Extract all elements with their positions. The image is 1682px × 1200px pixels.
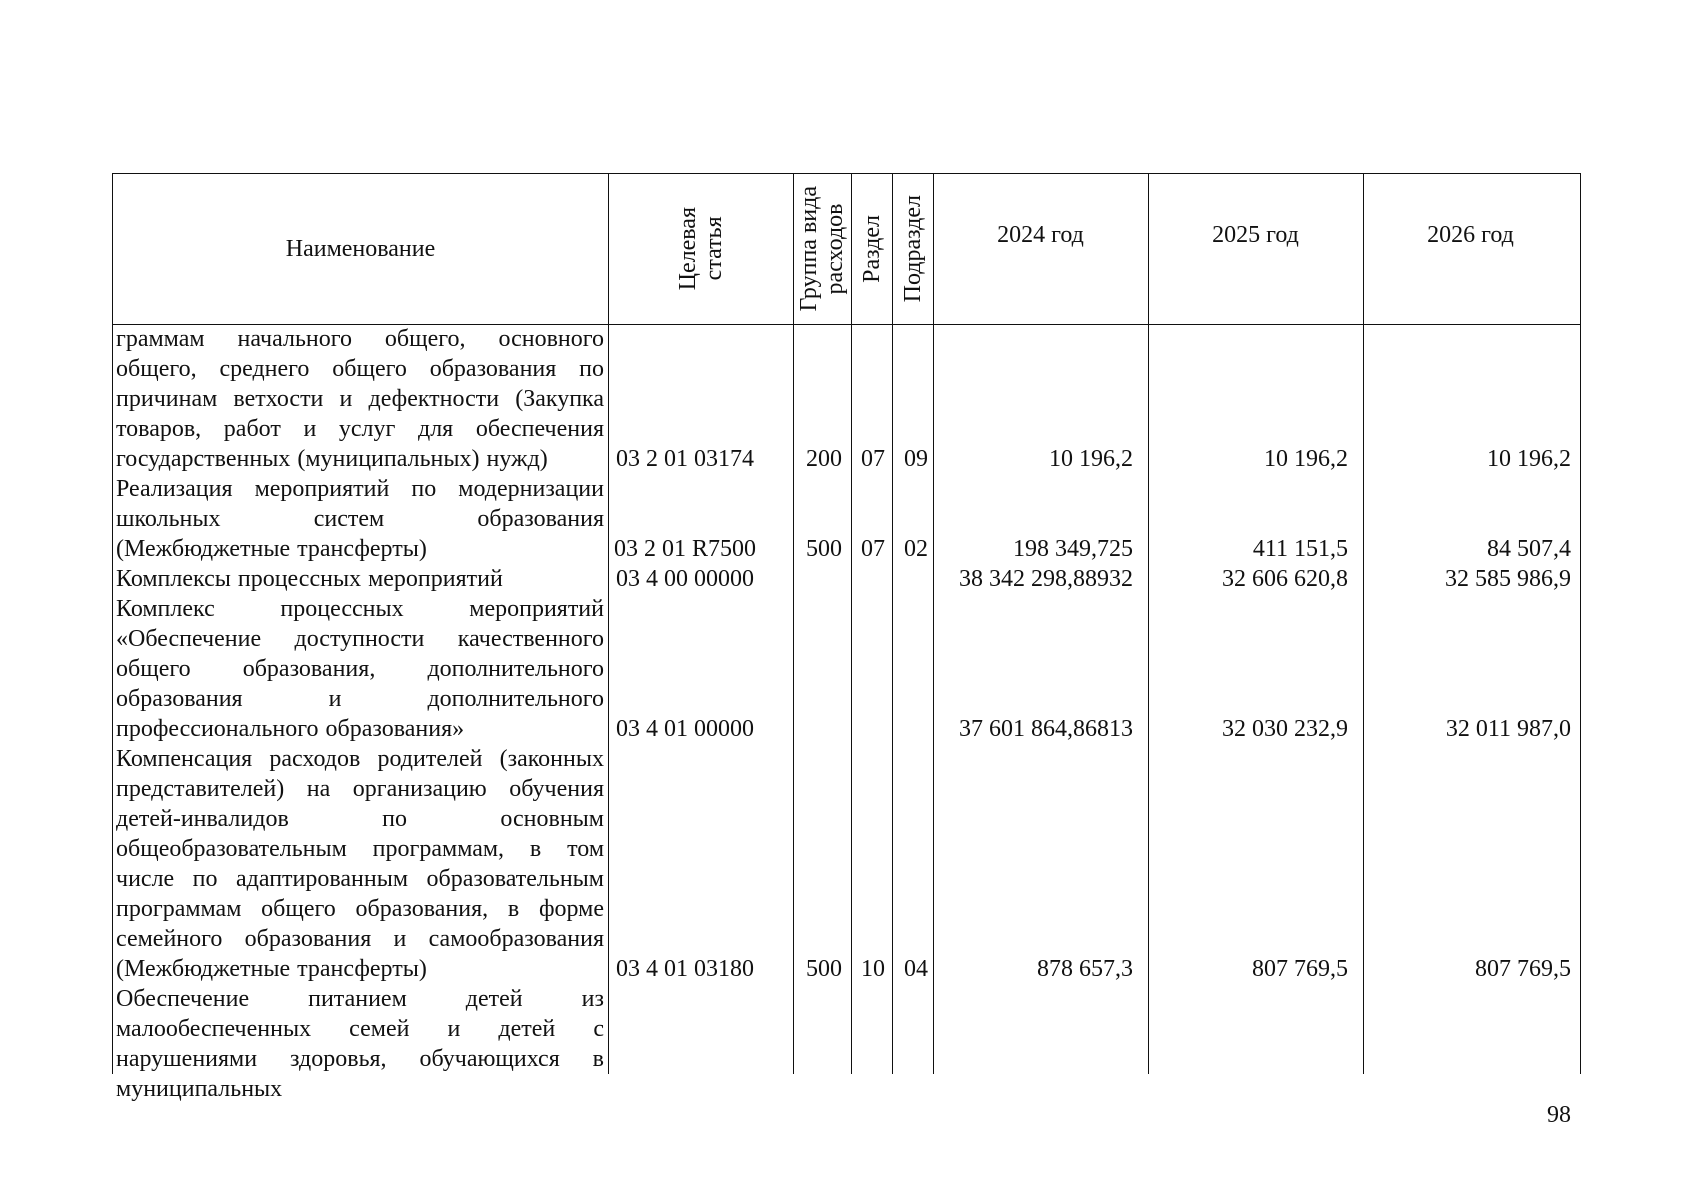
row-code: 03 4 01 03180 [616,956,754,982]
budget-table [112,173,1581,1102]
header-section [851,174,892,324]
row-name: Обеспечение питанием детей из малообеспеченных семей и детей с нарушениями здоровья, обучающихся в муниципальных [116,986,604,1102]
row-2026: 84 507,4 [1487,536,1571,562]
header-subsection [892,174,933,324]
header-name-label: Наименование [285,236,436,262]
row-group: 500 [806,956,842,982]
row-code: 03 2 01 03174 [616,446,754,472]
row-name: Компенсация расходов родителей (законных представителей) на организацию обучения детей-инвалидов по основным общеобразовательным программам, в том числе по адаптированным образовательным программам общего образования, в форме семейного образования и самообразования (Межбюджетные трансферты) [116,746,604,982]
row-name: граммам начального общего, основного общего, среднего общего образования по причинам ветхости и дефектности (Закупка товаров, работ и услуг для обеспечения государственных (муниципальных) нужд) [116,326,604,472]
page-number: 98 [1547,1102,1571,1128]
header-subsection-label: Подраздел [899,195,926,303]
header-section-label: Раздел [858,215,885,283]
header-2024-label: 2024 год [997,222,1084,248]
header-2025-label: 2025 год [1212,222,1299,248]
header-group [793,174,851,324]
row-group: 500 [806,536,842,562]
row-code: 03 2 01 R7500 [613,536,756,562]
header-code [608,174,793,324]
row-2024: 878 657,3 [1037,956,1133,982]
row-section: 07 [861,536,885,562]
row-2024: 38 342 298,88932 [959,566,1133,592]
header-2025 [1148,174,1363,324]
row-2025: 411 151,5 [1252,536,1348,562]
row-2025: 32 030 232,9 [1222,716,1348,742]
header-group-label: Группа вида расходов [796,186,848,312]
row-section: 10 [861,956,885,982]
row-2025: 807 769,5 [1252,956,1348,982]
header-name [113,174,608,324]
header-2026-label: 2026 год [1427,222,1514,248]
header-2026 [1363,174,1578,324]
row-section: 07 [861,446,885,472]
row-name: Реализация мероприятий по модернизации школьных систем образования (Межбюджетные трансферты) [116,476,604,562]
header-2024 [933,174,1148,324]
row-name: Комплекс процессных мероприятий «Обеспечение доступности качественного общего образования, дополнительного образования и дополнительного профессионального образования» [116,596,604,742]
row-subsection: 02 [904,536,928,562]
row-code: 03 4 00 00000 [616,566,754,592]
row-2026: 807 769,5 [1475,956,1571,982]
row-2026: 32 585 986,9 [1445,566,1571,592]
row-2025: 32 606 620,8 [1222,566,1348,592]
row-2026: 10 196,2 [1487,446,1571,472]
row-name: Комплексы процессных мероприятий [116,566,503,592]
row-2025: 10 196,2 [1264,446,1348,472]
header-code-label: Целевая статья [674,207,727,291]
row-2026: 32 011 987,0 [1445,716,1571,742]
row-code: 03 4 01 00000 [616,716,754,742]
row-2024: 10 196,2 [1049,446,1133,472]
row-subsection: 09 [904,446,928,472]
row-2024: 198 349,725 [1013,536,1133,562]
row-2024: 37 601 864,86813 [959,716,1133,742]
row-group: 200 [806,446,842,472]
row-subsection: 04 [904,956,928,982]
